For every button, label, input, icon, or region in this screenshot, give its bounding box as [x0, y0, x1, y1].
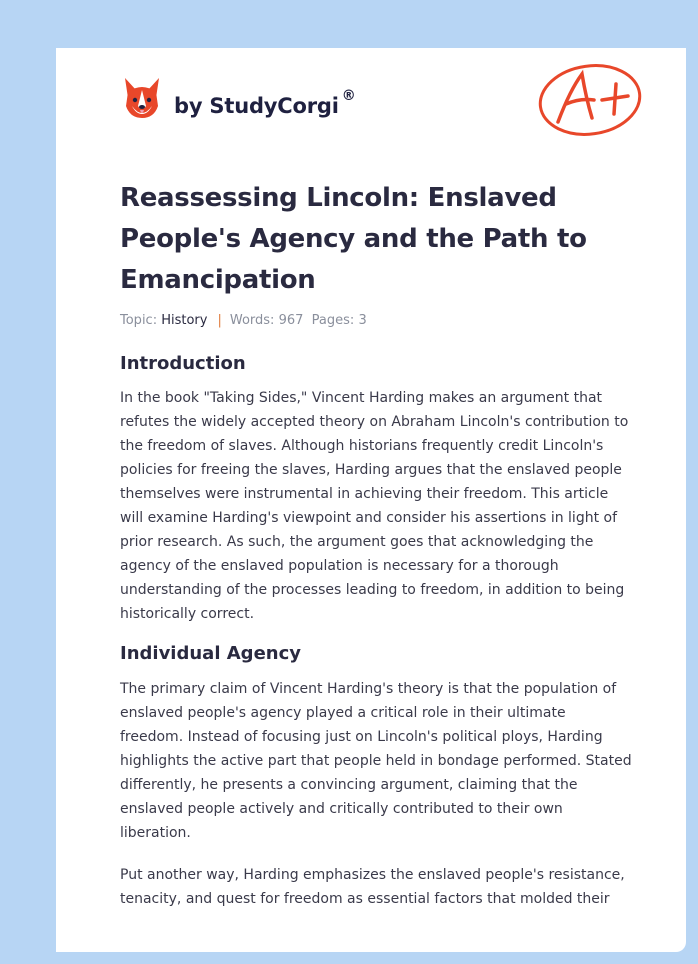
- paragraph: The primary claim of Vincent Harding's theory is that the population of enslaved people's agency played a critical role in their ultimate freedom. Instead of focusing just on Lincoln's political ploys, Harding highlights the active part that people held in bondage performed. Stated differently, he presents a convincing argument, claiming that the enslaved people actively and critically contributed to their own liberation.: [120, 681, 632, 841]
- pages-label: Pages:: [311, 313, 355, 328]
- brand-name[interactable]: [174, 88, 356, 118]
- topic-link[interactable]: History: [161, 313, 208, 328]
- a-plus-grade-icon: [536, 60, 646, 140]
- paragraph: In the book "Taking Sides," Vincent Harding makes an argument that refutes the widely accepted theory on Abraham Lincoln's contribution to the freedom of slaves. Although historians frequently credit Lincoln's policies for freeing the slaves, Harding argues that the enslaved people themselves were instrumental in achieving their freedom. This article will examine Harding's viewpoint and consider his assertions in light of prior research. As such, the argument goes that acknowledging the agency of the enslaved population is necessary for a thorough understanding of the processes leading to freedom, in addition to being historically correct.: [120, 390, 629, 622]
- pages-value: 3: [358, 313, 367, 328]
- meta-separator: |: [217, 313, 222, 328]
- document-page: [56, 48, 686, 952]
- corgi-logo-icon: [122, 76, 162, 120]
- paragraph: Put another way, Harding emphasizes the enslaved people's resistance, tenacity, and quest for freedom as essential factors that molded their: [120, 867, 625, 907]
- section-heading-individual-agency: Individual Agency: [120, 643, 301, 664]
- topic-label: Topic:: [120, 313, 158, 328]
- words-label: Words:: [229, 313, 275, 328]
- registered-mark: ®: [341, 88, 356, 104]
- article-meta: [120, 313, 632, 328]
- brand-text: by StudyCorgi: [174, 94, 339, 118]
- article-content: [120, 178, 632, 911]
- article-title: Reassessing Lincoln: Enslaved People's Agency and the Path to Emancipation: [120, 183, 587, 295]
- header: [120, 74, 640, 144]
- section-heading-introduction: Introduction: [120, 353, 246, 374]
- words-value: 967: [278, 313, 304, 328]
